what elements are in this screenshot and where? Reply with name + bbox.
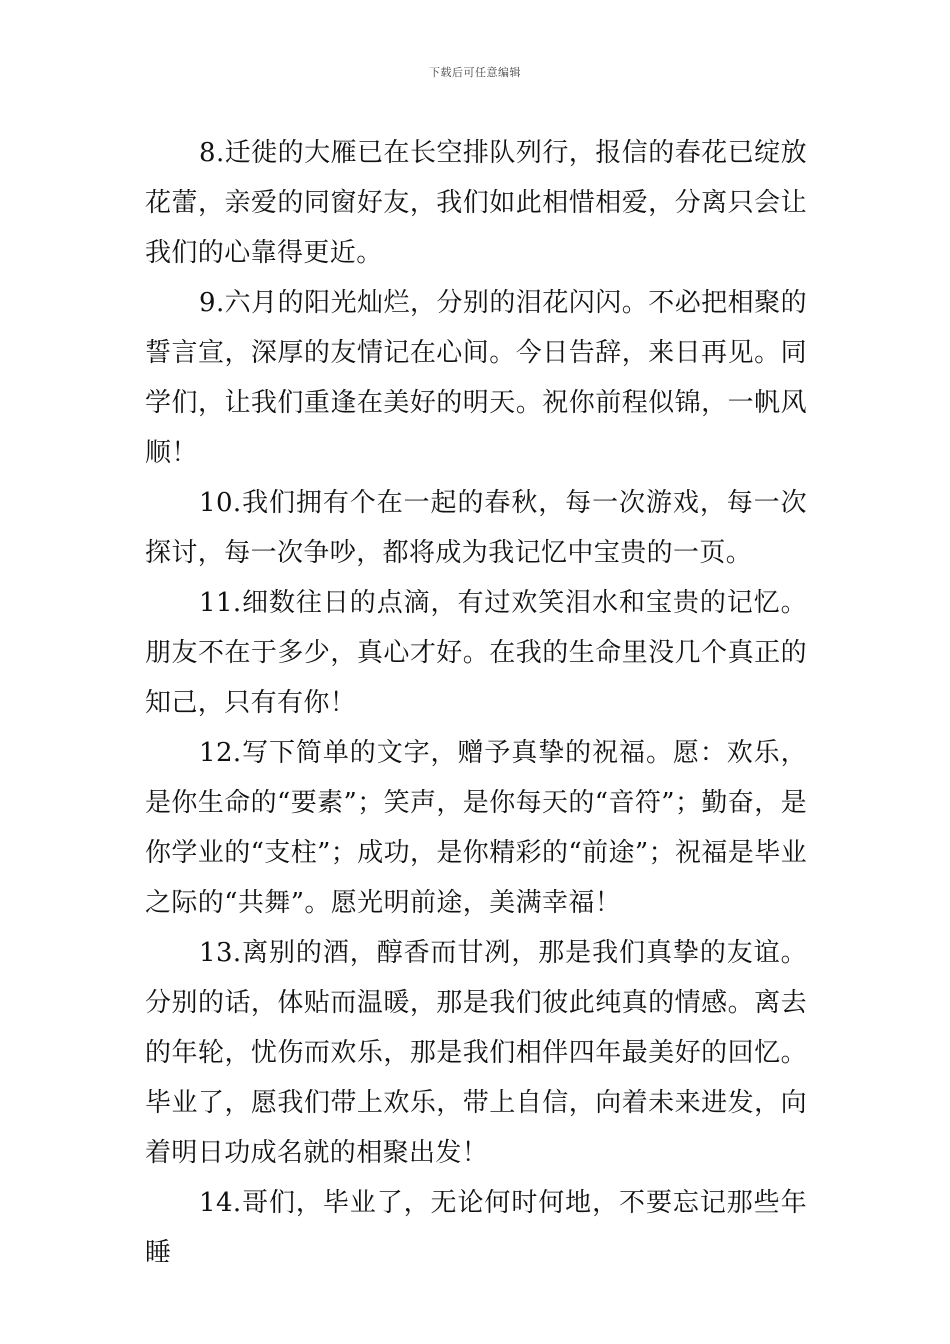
paragraph-13: 13.离别的酒，醇香而甘冽，那是我们真挚的友谊。分别的话，体贴而温暖，那是我们彼此纯真的情感。离去的年轮，忧伤而欢乐，那是我们相伴四年最美好的回忆。毕业了，愿我们带上欢乐，带上自信，向着未来进发，向着明日功成名就的相聚出发！: [145, 938, 807, 1168]
paragraph-9: 9.六月的阳光灿烂，分别的泪花闪闪。不必把相聚的誓言宣，深厚的友情记在心间。今日告辞，来日再见。同学们，让我们重逢在美好的明天。祝你前程似锦，一帆风顺！: [145, 288, 807, 468]
paragraph-8: 8.迁徙的大雁已在长空排队列行，报信的春花已绽放花蕾，亲爱的同窗好友，我们如此相惜相爱，分离只会让我们的心靠得更近。: [145, 138, 807, 268]
paragraph-12: 12.写下简单的文字，赠予真挚的祝福。愿：欢乐，是你生命的“要素”；笑声，是你每天的“音符”；勤奋，是你学业的“支柱”；成功，是你精彩的“前途”；祝福是毕业之际的“共舞”。愿光明前途，美满幸福！: [145, 738, 807, 918]
paragraph-11: 11.细数往日的点滴，有过欢笑泪水和宝贵的记忆。朋友不在于多少，真心才好。在我的生命里没几个真正的知己，只有有你！: [145, 588, 807, 718]
document-body: [145, 128, 807, 1278]
paragraph-14: 14.哥们，毕业了，无论何时何地，不要忘记那些年睡: [145, 1188, 807, 1268]
paragraph-10: 10.我们拥有个在一起的春秋，每一次游戏，每一次探讨，每一次争吵，都将成为我记忆中宝贵的一页。: [145, 488, 807, 568]
page-header-note: 下载后可任意编辑: [429, 66, 521, 79]
